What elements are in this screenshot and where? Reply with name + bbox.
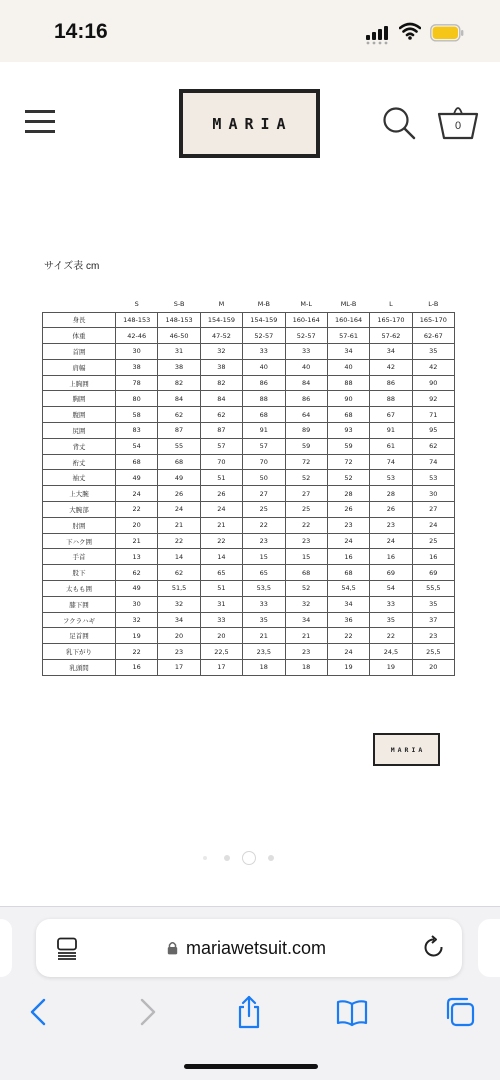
next-tab-card[interactable]: [478, 919, 500, 977]
table-cell: 57-62: [370, 328, 412, 344]
table-row: [43, 581, 455, 597]
carousel-dots: [200, 850, 300, 866]
table-cell: 160-164: [285, 312, 327, 328]
table-cell: 86: [370, 375, 412, 391]
table-cell: 59: [327, 438, 369, 454]
table-cell: 24: [116, 486, 158, 502]
table-cell: 22: [370, 628, 412, 644]
table-cell: 20: [116, 517, 158, 533]
measurement-label: 背丈: [43, 438, 116, 454]
share-icon[interactable]: [232, 995, 266, 1029]
size-chart-title: サイズ表 cm: [44, 261, 100, 272]
table-cell: 88: [370, 391, 412, 407]
table-cell: 25: [285, 502, 327, 518]
table-cell: 34: [285, 612, 327, 628]
table-cell: 165-170: [412, 312, 454, 328]
size-column-header: M-B: [257, 299, 270, 308]
table-cell: 90: [412, 375, 454, 391]
table-cell: 49: [158, 470, 200, 486]
table-cell: 23: [412, 628, 454, 644]
table-cell: 93: [327, 423, 369, 439]
url-text[interactable]: mariawetsuit.com: [186, 938, 327, 958]
table-cell: 32: [158, 596, 200, 612]
measurement-label: 足首囲: [43, 628, 116, 644]
table-row: [43, 438, 455, 454]
hamburger-menu-icon[interactable]: [25, 107, 55, 137]
table-cell: 38: [200, 359, 242, 375]
table-cell: 84: [200, 391, 242, 407]
table-cell: 28: [327, 486, 369, 502]
table-cell: 24: [370, 533, 412, 549]
table-cell: 74: [412, 454, 454, 470]
table-row: [43, 344, 455, 360]
size-column-header: L: [389, 299, 393, 308]
table-cell: 18: [285, 660, 327, 676]
table-row: [43, 596, 455, 612]
forward-icon[interactable]: [130, 995, 164, 1029]
measurement-label: 身長: [43, 312, 116, 328]
cellular-signal-icon: [366, 24, 392, 40]
table-cell: 38: [116, 359, 158, 375]
table-cell: 71: [412, 407, 454, 423]
size-column-header: S: [134, 299, 139, 308]
table-row: [43, 628, 455, 644]
size-column-header: M: [218, 299, 225, 308]
table-cell: 22: [116, 502, 158, 518]
table-cell: 31: [158, 344, 200, 360]
tabs-icon[interactable]: [443, 995, 477, 1029]
table-cell: 33: [370, 596, 412, 612]
table-cell: 82: [158, 375, 200, 391]
size-column-header: ML-B: [340, 299, 357, 308]
table-cell: 34: [327, 344, 369, 360]
table-cell: 54,5: [327, 581, 369, 597]
table-cell: 84: [285, 375, 327, 391]
table-cell: 148-153: [116, 312, 158, 328]
table-cell: 19: [116, 628, 158, 644]
measurement-label: 乳下がり: [43, 644, 116, 660]
table-cell: 46-50: [158, 328, 200, 344]
table-row: [43, 517, 455, 533]
table-cell: 16: [327, 549, 369, 565]
table-cell: 52-57: [285, 328, 327, 344]
table-cell: 19: [370, 660, 412, 676]
table-cell: 26: [158, 486, 200, 502]
table-row: [43, 359, 455, 375]
size-column-header: M-L: [300, 299, 312, 308]
table-cell: 23: [158, 644, 200, 660]
table-cell: 95: [412, 423, 454, 439]
table-cell: 50: [243, 470, 285, 486]
table-cell: 21: [200, 517, 242, 533]
status-time: 14:16: [54, 20, 108, 43]
table-cell: 86: [285, 391, 327, 407]
table-cell: 26: [200, 486, 242, 502]
table-cell: 58: [116, 407, 158, 423]
table-cell: 160-164: [327, 312, 369, 328]
table-cell: 154-159: [243, 312, 285, 328]
table-cell: 68: [158, 454, 200, 470]
table-cell: 57: [243, 438, 285, 454]
table-cell: 24: [412, 517, 454, 533]
table-cell: 23: [285, 533, 327, 549]
table-cell: 47-52: [200, 328, 242, 344]
table-cell: 27: [412, 502, 454, 518]
footer-logo-text: MARIA: [390, 745, 426, 754]
table-cell: 34: [370, 344, 412, 360]
table-cell: 26: [327, 502, 369, 518]
table-cell: 80: [116, 391, 158, 407]
table-cell: 53: [370, 470, 412, 486]
table-cell: 52-57: [243, 328, 285, 344]
measurement-label: 裄丈: [43, 454, 116, 470]
table-cell: 23,5: [243, 644, 285, 660]
table-row: [43, 312, 455, 328]
table-cell: 40: [285, 359, 327, 375]
previous-tab-card[interactable]: [0, 919, 12, 977]
shopping-basket-icon[interactable]: [435, 100, 481, 142]
table-cell: 22: [200, 533, 242, 549]
table-cell: 35: [370, 612, 412, 628]
measurement-label: 腹囲: [43, 407, 116, 423]
table-cell: 33: [200, 612, 242, 628]
table-cell: 22,5: [200, 644, 242, 660]
table-cell: 22: [116, 644, 158, 660]
table-cell: 61: [370, 438, 412, 454]
table-cell: 68: [327, 407, 369, 423]
measurement-label: 膝下囲: [43, 596, 116, 612]
table-cell: 82: [200, 375, 242, 391]
table-cell: 33: [285, 344, 327, 360]
table-row: [43, 533, 455, 549]
carousel-dot[interactable]: [203, 856, 207, 860]
table-cell: 20: [412, 660, 454, 676]
table-cell: 68: [116, 454, 158, 470]
browser-toolbar: [0, 987, 500, 1037]
table-cell: 49: [116, 581, 158, 597]
table-cell: 32: [200, 344, 242, 360]
table-cell: 17: [158, 660, 200, 676]
carousel-dot-active[interactable]: [242, 851, 256, 865]
lock-icon: [167, 941, 178, 955]
table-cell: 87: [158, 423, 200, 439]
table-cell: 15: [243, 549, 285, 565]
measurement-label: 肩幅: [43, 359, 116, 375]
table-cell: 36: [327, 612, 369, 628]
table-cell: 25: [412, 533, 454, 549]
table-cell: 27: [285, 486, 327, 502]
table-cell: 62-67: [412, 328, 454, 344]
table-cell: 55,5: [412, 581, 454, 597]
table-cell: 14: [200, 549, 242, 565]
table-cell: 22: [285, 517, 327, 533]
table-cell: 14: [158, 549, 200, 565]
table-cell: 62: [116, 565, 158, 581]
table-cell: 31: [200, 596, 242, 612]
table-cell: 18: [243, 660, 285, 676]
table-cell: 33: [243, 596, 285, 612]
table-cell: 51,5: [158, 581, 200, 597]
measurement-label: 上胸囲: [43, 375, 116, 391]
table-cell: 86: [243, 375, 285, 391]
table-cell: 83: [116, 423, 158, 439]
table-cell: 34: [158, 612, 200, 628]
battery-icon: [430, 24, 464, 42]
table-cell: 88: [327, 375, 369, 391]
table-cell: 148-153: [158, 312, 200, 328]
table-row: [43, 407, 455, 423]
table-cell: 55: [158, 438, 200, 454]
table-cell: 62: [200, 407, 242, 423]
table-cell: 37: [412, 612, 454, 628]
measurement-label: 尻囲: [43, 423, 116, 439]
cart-count: 0: [454, 120, 462, 132]
table-row: [43, 549, 455, 565]
site-header: [0, 62, 500, 186]
footer-logo[interactable]: [373, 733, 440, 766]
table-cell: 30: [116, 596, 158, 612]
table-cell: 35: [412, 344, 454, 360]
table-cell: 24,5: [370, 644, 412, 660]
table-cell: 15: [285, 549, 327, 565]
table-cell: 13: [116, 549, 158, 565]
measurement-label: 肘囲: [43, 517, 116, 533]
table-cell: 54: [370, 581, 412, 597]
reload-icon[interactable]: [422, 935, 446, 961]
table-cell: 69: [370, 565, 412, 581]
table-cell: 22: [158, 533, 200, 549]
size-chart-corner: [43, 296, 116, 312]
table-cell: 51: [200, 581, 242, 597]
table-cell: 72: [285, 454, 327, 470]
table-cell: 70: [200, 454, 242, 470]
table-cell: 40: [327, 359, 369, 375]
table-cell: 24: [327, 644, 369, 660]
wifi-icon: [399, 22, 421, 40]
logo-text: MARIA: [212, 114, 293, 133]
table-cell: 65: [243, 565, 285, 581]
table-cell: 68: [285, 565, 327, 581]
table-cell: 92: [412, 391, 454, 407]
table-cell: 26: [370, 502, 412, 518]
table-cell: 72: [327, 454, 369, 470]
table-cell: 68: [327, 565, 369, 581]
table-cell: 30: [412, 486, 454, 502]
table-cell: 16: [116, 660, 158, 676]
table-cell: 54: [116, 438, 158, 454]
table-cell: 52: [285, 470, 327, 486]
table-cell: 64: [285, 407, 327, 423]
table-row: [43, 423, 455, 439]
table-cell: 69: [412, 565, 454, 581]
table-row: [43, 612, 455, 628]
table-cell: 20: [200, 628, 242, 644]
table-cell: 62: [158, 407, 200, 423]
back-icon[interactable]: [22, 995, 56, 1029]
table-cell: 17: [200, 660, 242, 676]
table-cell: 70: [243, 454, 285, 470]
table-cell: 23: [285, 644, 327, 660]
status-bar: [0, 0, 500, 62]
table-row: [43, 470, 455, 486]
measurement-label: 大腕部: [43, 502, 116, 518]
size-chart-table: [42, 296, 455, 676]
table-cell: 59: [285, 438, 327, 454]
browser-bottom-bar: [0, 906, 500, 1080]
table-cell: 23: [370, 517, 412, 533]
table-row: [43, 328, 455, 344]
address-bar[interactable]: [36, 919, 462, 977]
table-cell: 68: [243, 407, 285, 423]
table-cell: 78: [116, 375, 158, 391]
table-cell: 62: [158, 565, 200, 581]
table-row: [43, 454, 455, 470]
size-column-header: L-B: [428, 299, 439, 308]
table-cell: 52: [327, 470, 369, 486]
measurement-label: 乳頭間: [43, 660, 116, 676]
table-cell: 84: [158, 391, 200, 407]
table-cell: 91: [370, 423, 412, 439]
table-cell: 22: [243, 517, 285, 533]
table-cell: 28: [370, 486, 412, 502]
table-cell: 62: [412, 438, 454, 454]
carousel-dot[interactable]: [268, 855, 274, 861]
table-cell: 24: [158, 502, 200, 518]
table-cell: 34: [327, 596, 369, 612]
table-cell: 49: [116, 470, 158, 486]
table-cell: 32: [116, 612, 158, 628]
table-cell: 67: [370, 407, 412, 423]
measurement-label: 太もも囲: [43, 581, 116, 597]
table-cell: 21: [158, 517, 200, 533]
table-cell: 42: [370, 359, 412, 375]
table-cell: 23: [327, 517, 369, 533]
table-cell: 16: [370, 549, 412, 565]
site-logo[interactable]: [179, 89, 320, 158]
measurement-label: 手首: [43, 549, 116, 565]
table-cell: 30: [116, 344, 158, 360]
table-cell: 57: [200, 438, 242, 454]
table-cell: 21: [285, 628, 327, 644]
table-cell: 38: [158, 359, 200, 375]
table-cell: 35: [243, 612, 285, 628]
table-cell: 90: [327, 391, 369, 407]
table-cell: 91: [243, 423, 285, 439]
table-cell: 19: [327, 660, 369, 676]
table-cell: 25,5: [412, 644, 454, 660]
table-cell: 35: [412, 596, 454, 612]
table-cell: 21: [243, 628, 285, 644]
measurement-label: 体重: [43, 328, 116, 344]
table-cell: 165-170: [370, 312, 412, 328]
table-cell: 23: [243, 533, 285, 549]
measurement-label: 首囲: [43, 344, 116, 360]
table-row: [43, 644, 455, 660]
measurement-label: フクラハギ: [43, 612, 116, 628]
measurement-label: 下ハク囲: [43, 533, 116, 549]
table-cell: 24: [200, 502, 242, 518]
table-cell: 52: [285, 581, 327, 597]
carousel-dot[interactable]: [224, 855, 230, 861]
table-row: [43, 660, 455, 676]
table-row: [43, 375, 455, 391]
table-cell: 20: [158, 628, 200, 644]
search-icon[interactable]: [382, 106, 416, 140]
table-cell: 53: [412, 470, 454, 486]
table-cell: 25: [243, 502, 285, 518]
table-cell: 65: [200, 565, 242, 581]
table-row: [43, 391, 455, 407]
table-cell: 16: [412, 549, 454, 565]
table-cell: 154-159: [200, 312, 242, 328]
table-row: [43, 486, 455, 502]
table-cell: 42-46: [116, 328, 158, 344]
table-cell: 33: [243, 344, 285, 360]
measurement-label: 股下: [43, 565, 116, 581]
table-cell: 57-61: [327, 328, 369, 344]
table-cell: 24: [327, 533, 369, 549]
table-cell: 27: [243, 486, 285, 502]
table-row: [43, 565, 455, 581]
table-cell: 88: [243, 391, 285, 407]
table-cell: 51: [200, 470, 242, 486]
size-column-header: S-B: [173, 299, 185, 308]
home-indicator: [184, 1064, 318, 1069]
measurement-label: 胸囲: [43, 391, 116, 407]
table-cell: 42: [412, 359, 454, 375]
table-row: [43, 502, 455, 518]
table-cell: 22: [327, 628, 369, 644]
size-chart-header-row: [43, 296, 455, 312]
measurement-label: 上大腕: [43, 486, 116, 502]
bookmarks-icon[interactable]: [335, 995, 369, 1029]
table-cell: 87: [200, 423, 242, 439]
measurement-label: 袖丈: [43, 470, 116, 486]
table-cell: 53,5: [243, 581, 285, 597]
table-cell: 21: [116, 533, 158, 549]
table-cell: 89: [285, 423, 327, 439]
table-cell: 74: [370, 454, 412, 470]
tab-overview-icon[interactable]: [56, 937, 78, 961]
table-cell: 32: [285, 596, 327, 612]
table-cell: 40: [243, 359, 285, 375]
